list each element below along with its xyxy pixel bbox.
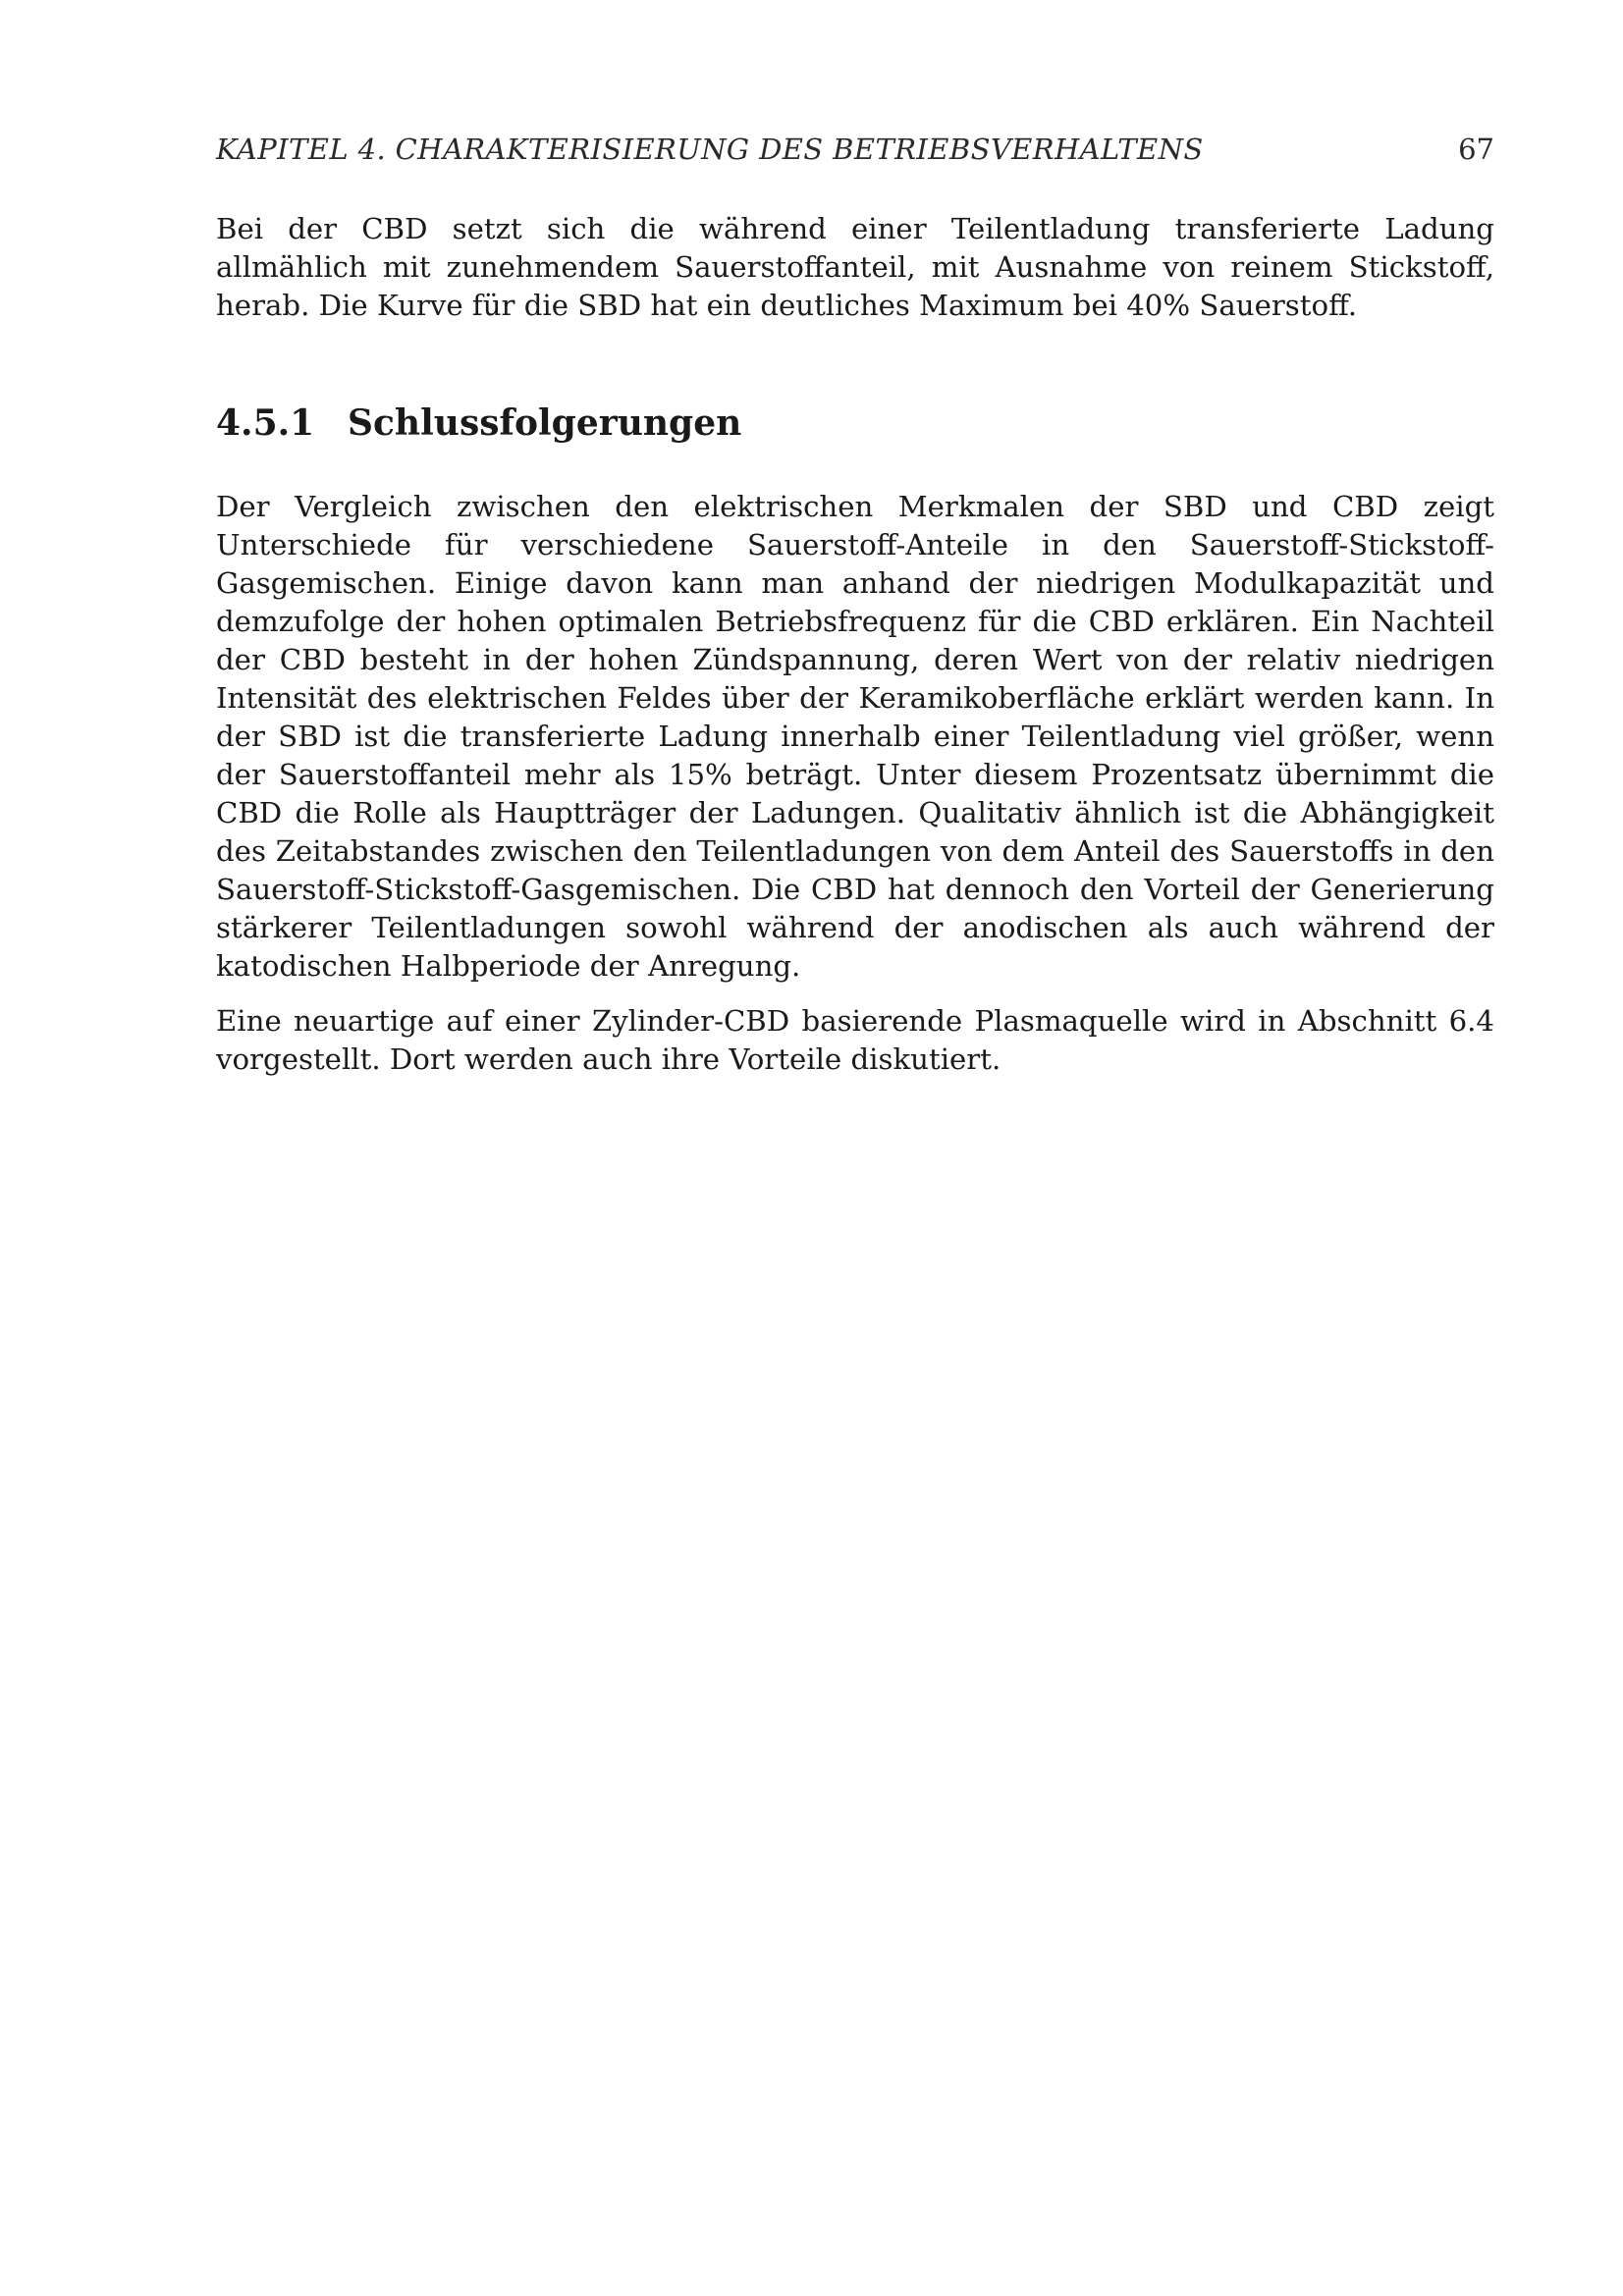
running-header: [216, 130, 1494, 169]
section-number: 4.5.1: [216, 402, 315, 444]
document-page: [216, 130, 1494, 1079]
section-heading: [216, 400, 1494, 447]
section-title: Schlussfolgerungen: [348, 402, 742, 444]
running-title: KAPITEL 4. CHARAKTERISIERUNG DES BETRIEBSVERHALTENS: [216, 133, 1204, 166]
outlook-paragraph: Eine neuartige auf einer Zylinder-CBD basierende Plasmaquelle wird in Abschnitt 6.4 vorgestellt. Dort werden auch ihre Vorteile diskutiert.: [216, 1004, 1494, 1076]
page-number: 67: [1458, 133, 1494, 166]
intro-paragraph: Bei der CBD setzt sich die während einer Teilentladung transferierte Ladung allmählich mit zunehmendem Sauerstoffanteil, mit Ausnahme von reinem Stickstoff, herab. Die Kurve für die SBD hat ein deutliches Maximum bei 40% Sauerstoff.: [216, 212, 1494, 322]
conclusion-paragraph: Der Vergleich zwischen den elektrischen Merkmalen der SBD und CBD zeigt Unterschiede für verschiedene Sauerstoff-Anteile in den Sauerstoff-Stickstoff-Gasgemischen. Einige davon kann man anhand der niedrigen Modulkapazität und demzufolge der hohen optimalen Betriebsfrequenz für die CBD erklären. Ein Nachteil der CBD besteht in der hohen Zündspannung, deren Wert von der relativ niedrigen Intensität des elektrischen Feldes über der Keramikoberfläche erklärt werden kann. In der SBD ist die transferierte Ladung innerhalb einer Teilentladung viel größer, wenn der Sauerstoffanteil mehr als 15% beträgt. Unter diesem Prozentsatz übernimmt die CBD die Rolle als Hauptträger der Ladungen. Qualitativ ähnlich ist die Abhängigkeit des Zeitabstandes zwischen den Teilentladungen von dem Anteil des Sauerstoffs in den Sauerstoff-Stickstoff-Gasgemischen. Die CBD hat dennoch den Vorteil der Generierung stärkerer Teilentladungen sowohl während der anodischen als auch während der katodischen Halbperiode der Anregung.: [216, 490, 1494, 983]
